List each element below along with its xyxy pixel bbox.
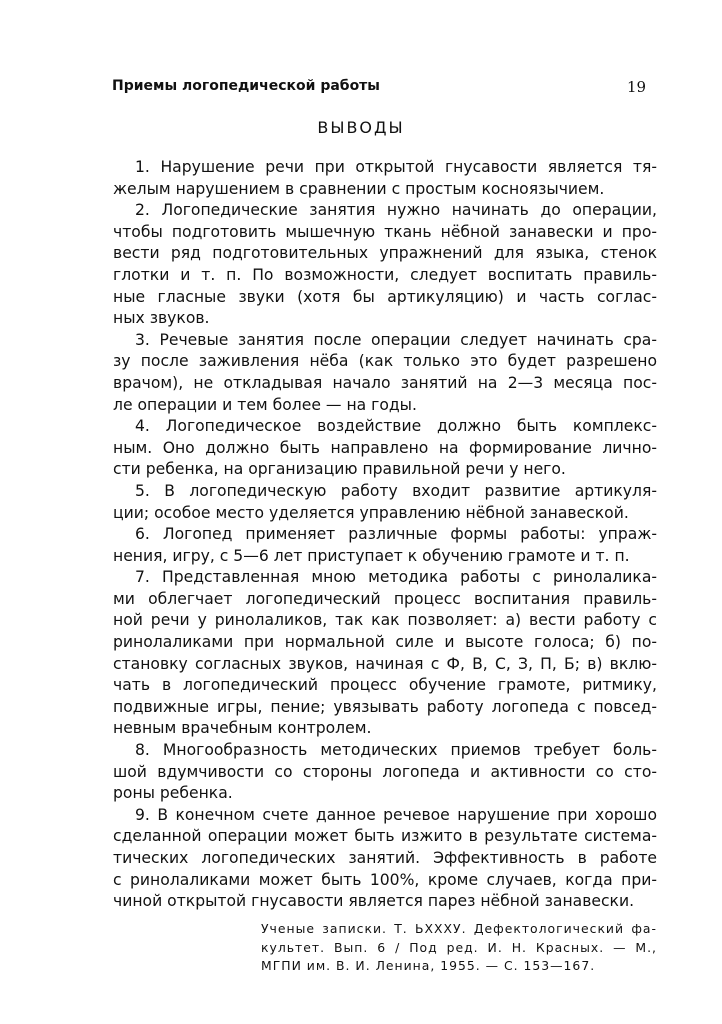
paragraph-4-first-line: 4. Логопедическое воздействие должно быть комплекс- xyxy=(135,417,657,436)
paragraph-6-first-line: 6. Логопед применяет различные формы работы: упраж- xyxy=(135,525,657,544)
reference-line: МГПИ им. В. И. Ленина, 1955. — С. 153—167. xyxy=(261,958,596,973)
paragraph-line: невным врачебным контролем. xyxy=(113,719,372,738)
paragraph-line: ми облегчает логопедический процесс воспитания правиль- xyxy=(113,589,657,608)
paragraph-line: глотки и т. п. По возможности, следует воспитать правиль- xyxy=(113,265,657,284)
paragraph-line: ринолаликами при нормальной силе и высоте голоса; б) по- xyxy=(113,633,657,652)
paragraph-line: чать в логопедический процесс обучение грамоте, ритмику, xyxy=(113,676,657,695)
paragraph-line: шой вдумчивости со стороны логопеда и активности со сто- xyxy=(113,762,657,781)
paragraph-line: подвижные игры, пение; увязывать работу логопеда с повсед- xyxy=(113,697,657,716)
paragraph-line: роны ребенка. xyxy=(113,784,233,803)
paragraph-9-first-line: 9. В конечном счете данное речевое нарушение при хорошо xyxy=(135,805,657,824)
paragraph-line: ции; особое место уделяется управлению нёбной занавеской. xyxy=(113,503,629,522)
paragraph-8-first-line: 8. Многообразность методических приемов требует боль- xyxy=(135,741,657,760)
paragraph-line: тических логопедических занятий. Эффективность в работе xyxy=(113,849,657,867)
page-number: 19 xyxy=(627,78,647,96)
paragraph-line: с ринолаликами может быть 100%, кроме случаев, когда при- xyxy=(113,870,657,889)
paragraph-7-first-line: 7. Представленная мною методика работы с ринолалика- xyxy=(135,568,657,587)
section-title: ВЫВОДЫ xyxy=(317,118,405,137)
paragraph-line: становку согласных звуков, начиная с Ф, В, С, З, П, Б; в) вклю- xyxy=(113,654,657,673)
paragraph-line: чиной открытой гнусавости является парез нёбной занавески. xyxy=(113,892,635,911)
bibliographic-reference xyxy=(261,920,657,976)
paragraph-line: ных звуков. xyxy=(113,309,210,328)
paragraph-line: сделанной операции может быть изжито в результате система- xyxy=(113,827,657,846)
paragraph-line: нения, игру, с 5—6 лет приступает к обучению грамоте и т. п. xyxy=(113,546,630,565)
paragraph-1-first-line: 1. Нарушение речи при открытой гнусавости является тя- xyxy=(135,158,657,176)
conclusions-body xyxy=(113,157,657,913)
paragraph-2-first-line: 2. Логопедические занятия нужно начинать до операции, xyxy=(135,201,657,220)
paragraph-line: ле операции и тем более — на годы. xyxy=(113,395,417,414)
running-header-title: Приемы логопедической работы xyxy=(112,78,380,94)
paragraph-line: врачом), не откладывая начало занятий на 2—3 месяца пос- xyxy=(113,373,657,392)
paragraph-line: сти ребенка, на организацию правильной речи у него. xyxy=(113,460,566,479)
reference-line: культет. Вып. 6 / Под ред. И. Н. Красных. — М., xyxy=(261,939,657,955)
paragraph-5-first-line: 5. В логопедическую работу входит развитие артикуля- xyxy=(135,481,657,500)
paragraph-line: чтобы подготовить мышечную ткань нёбной занавески и про- xyxy=(113,222,657,241)
paragraph-line: ной речи у ринолаликов, так как позволяет: а) вести работу с xyxy=(113,611,657,630)
paragraph-line: ным. Оно должно быть направлено на формирование лично- xyxy=(113,438,657,457)
paragraph-line: желым нарушением в сравнении с простым косноязычием. xyxy=(113,179,605,198)
paragraph-3-first-line: 3. Речевые занятия после операции следует начинать сра- xyxy=(135,330,657,349)
paragraph-line: ные гласные звуки (хотя бы артикуляцию) и часть соглас- xyxy=(113,287,657,306)
reference-line: Ученые записки. Т. ЬХХХУ. Дефектологический фа- xyxy=(261,921,657,936)
paragraph-line: вести ряд подготовительных упражнений для языка, стенок xyxy=(113,244,657,263)
paragraph-line: зу после заживления нёба (как только это будет разрешено xyxy=(113,352,657,371)
